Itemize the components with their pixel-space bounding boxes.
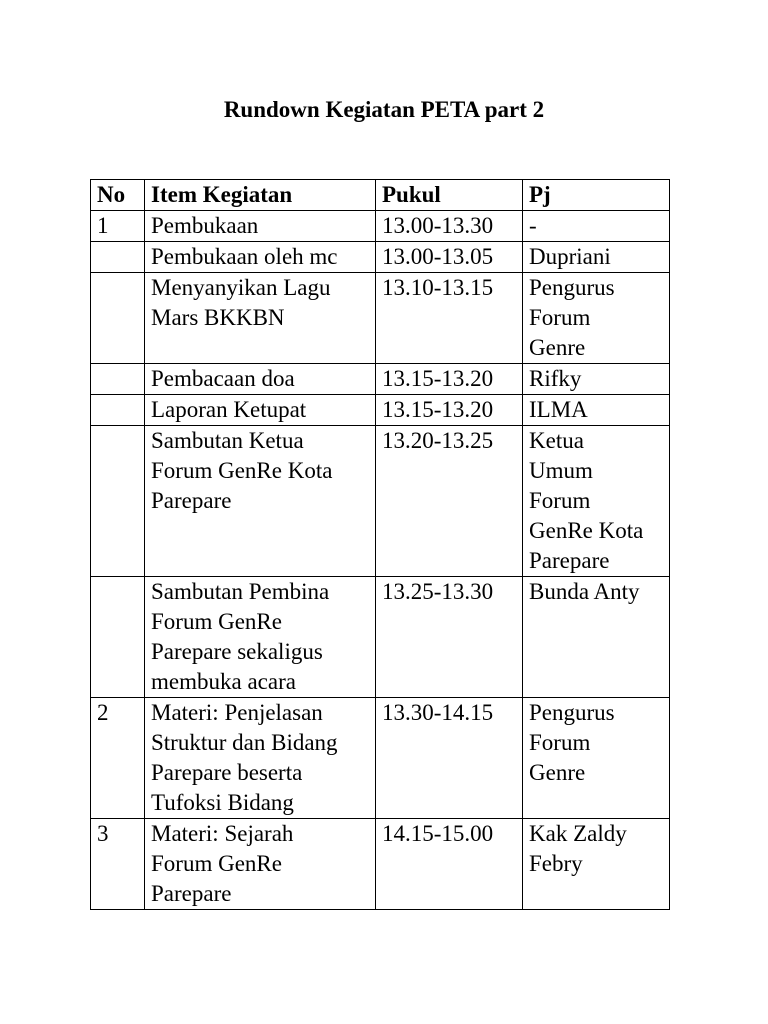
cell-item: Pembukaan xyxy=(145,211,376,242)
table-row xyxy=(91,395,670,426)
header-time: Pukul xyxy=(376,180,523,211)
cell-no xyxy=(91,395,145,426)
table-row xyxy=(91,577,670,698)
table-row xyxy=(91,819,670,910)
cell-item: Sambutan Pembina Forum GenRe Parepare sekaligus membuka acara xyxy=(145,577,376,698)
cell-item: Materi: Penjelasan Struktur dan Bidang Parepare beserta Tufoksi Bidang xyxy=(145,698,376,819)
cell-pj: Dupriani xyxy=(523,242,670,273)
cell-pj: - xyxy=(523,211,670,242)
cell-item: Laporan Ketupat xyxy=(145,395,376,426)
table-row xyxy=(91,364,670,395)
cell-pj: Pengurus Forum Genre xyxy=(523,273,670,364)
header-item: Item Kegiatan xyxy=(145,180,376,211)
cell-item: Sambutan Ketua Forum GenRe Kota Parepare xyxy=(145,426,376,577)
table-header-row xyxy=(91,180,670,211)
cell-no xyxy=(91,364,145,395)
table-body xyxy=(91,211,670,910)
cell-time: 14.15-15.00 xyxy=(376,819,523,910)
cell-no xyxy=(91,273,145,364)
cell-item: Pembukaan oleh mc xyxy=(145,242,376,273)
cell-pj: ILMA xyxy=(523,395,670,426)
cell-item: Materi: Sejarah Forum GenRe Parepare xyxy=(145,819,376,910)
cell-pj: Ketua Umum Forum GenRe Kota Parepare xyxy=(523,426,670,577)
cell-no xyxy=(91,426,145,577)
cell-time: 13.00-13.05 xyxy=(376,242,523,273)
rundown-table xyxy=(90,179,670,910)
cell-pj: Kak Zaldy Febry xyxy=(523,819,670,910)
cell-time: 13.20-13.25 xyxy=(376,426,523,577)
cell-no xyxy=(91,242,145,273)
table-row xyxy=(91,698,670,819)
cell-no xyxy=(91,577,145,698)
cell-time: 13.30-14.15 xyxy=(376,698,523,819)
cell-pj: Rifky xyxy=(523,364,670,395)
cell-no: 3 xyxy=(91,819,145,910)
document-title: Rundown Kegiatan PETA part 2 xyxy=(223,97,545,122)
cell-time: 13.00-13.30 xyxy=(376,211,523,242)
header-pj: Pj xyxy=(523,180,670,211)
table-row xyxy=(91,426,670,577)
table-row xyxy=(91,211,670,242)
cell-no: 2 xyxy=(91,698,145,819)
cell-time: 13.15-13.20 xyxy=(376,395,523,426)
cell-pj: Pengurus Forum Genre xyxy=(523,698,670,819)
cell-item: Pembacaan doa xyxy=(145,364,376,395)
cell-no: 1 xyxy=(91,211,145,242)
table-row xyxy=(91,242,670,273)
cell-time: 13.10-13.15 xyxy=(376,273,523,364)
table-row xyxy=(91,273,670,364)
cell-item: Menyanyikan Lagu Mars BKKBN xyxy=(145,273,376,364)
cell-time: 13.15-13.20 xyxy=(376,364,523,395)
header-no: No xyxy=(91,180,145,211)
cell-pj: Bunda Anty xyxy=(523,577,670,698)
cell-time: 13.25-13.30 xyxy=(376,577,523,698)
